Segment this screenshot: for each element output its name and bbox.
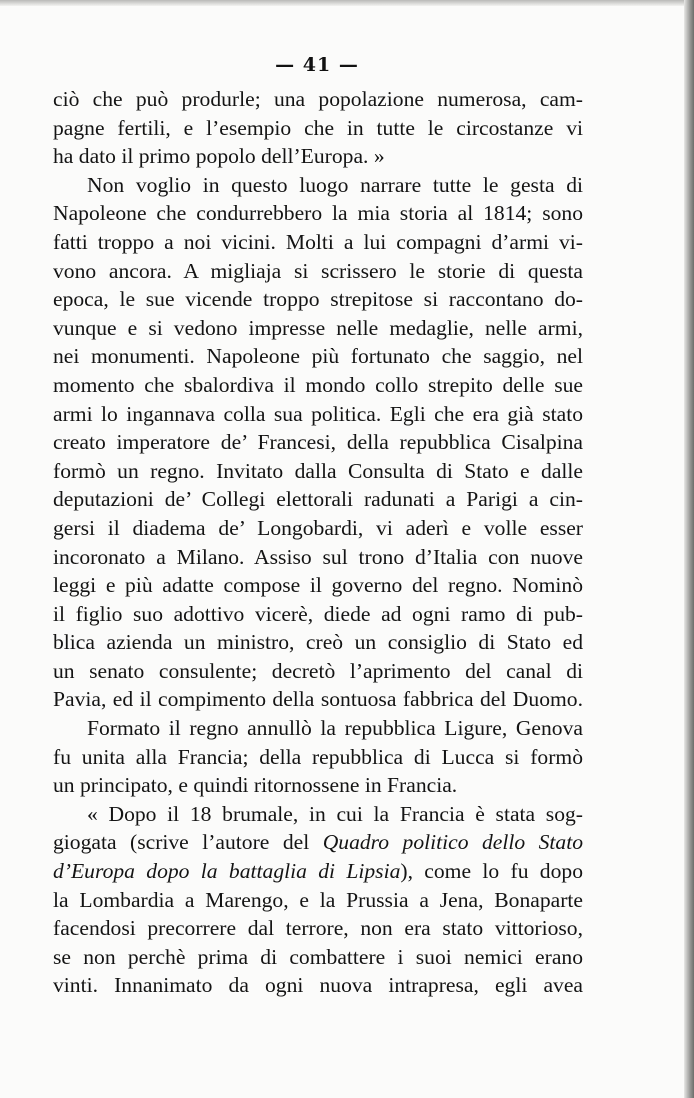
italic-title: d’Europa dopo la battaglia di Lipsia — [53, 859, 401, 884]
text-line-content: se non perchè prima di combattere i suoi nemici erano — [53, 944, 583, 969]
text-line-content: formò un regno. Invitato dalla Consulta di Stato e dalle — [53, 458, 583, 483]
text-line-content: giogata (scrive l’autore del — [53, 830, 323, 855]
text-line — [53, 514, 583, 543]
text-line-content: Pavia, ed il compimento della sontuosa fabbrica del Duomo. — [53, 687, 583, 712]
text-line-content: incoronato a Milano. Assiso sul trono d’Italia con nuove — [53, 544, 583, 569]
text-line — [53, 543, 583, 572]
text-line — [53, 714, 583, 743]
text-line-content: facendosi precorrere dal terrore, non era stato vittorioso, — [53, 916, 583, 941]
text-line-content: il figlio suo adottivo vicerè, diede ad ogni ramo di pub- — [53, 601, 583, 626]
text-line — [53, 886, 583, 915]
text-line — [53, 285, 583, 314]
text-line — [53, 228, 583, 257]
text-line — [53, 685, 583, 714]
text-line — [53, 142, 583, 171]
text-line — [53, 857, 583, 886]
text-line-content: Non voglio in questo luogo narrare tutte le gesta di — [87, 172, 583, 197]
text-line — [53, 314, 583, 343]
text-line-content: pagne fertili, e l’esempio che in tutte le circostanze vi — [53, 115, 583, 140]
text-line-content: « Dopo il 18 brumale, in cui la Francia è stata sog- — [87, 801, 583, 826]
text-line-content: Napoleone che condurrebbero la mia storia al 1814; sono — [53, 201, 583, 226]
text-line-content: momento che sbalordiva il mondo collo strepito delle sue — [53, 372, 583, 397]
text-line-content: blica azienda un ministro, creò un consiglio di Stato ed — [53, 630, 583, 655]
text-line-content: vunque e si vedono impresse nelle medaglie, nelle armi, — [53, 315, 583, 340]
italic-title: Quadro politico dello Stato — [322, 830, 583, 855]
text-line — [53, 342, 583, 371]
page-top-edge — [0, 0, 694, 6]
text-line — [53, 628, 583, 657]
text-line — [53, 485, 583, 514]
text-line-content: Formato il regno annullò la repubblica Ligure, Genova — [87, 716, 583, 741]
text-line — [53, 943, 583, 972]
text-line-content: armi lo ingannava colla sua politica. Egli che era già stato — [53, 401, 583, 426]
text-line-content: nei monumenti. Napoleone più fortunato che saggio, nel — [53, 344, 583, 369]
text-line — [53, 400, 583, 429]
text-line — [53, 914, 583, 943]
text-line — [53, 743, 583, 772]
text-line-content: vono ancora. A migliaja si scrissero le storie di questa — [53, 258, 583, 283]
page-right-edge — [684, 0, 694, 1098]
text-line — [53, 257, 583, 286]
text-line-content: fatti troppo a noi vicini. Molti a lui compagni d’armi vi- — [53, 229, 583, 254]
body-text — [53, 85, 583, 1000]
text-line-content: un principato, e quindi ritornossene in Francia. — [53, 773, 458, 798]
text-line-content: ciò che può produrle; una popolazione numerosa, cam- — [53, 87, 583, 111]
text-line-content: vinti. Innanimato da ogni nuova intrapresa, egli avea — [53, 973, 583, 998]
text-line — [53, 85, 583, 114]
text-line — [53, 114, 583, 143]
text-line — [53, 171, 583, 200]
text-line — [53, 828, 583, 857]
text-line-content: deputazioni de’ Collegi elettorali radunati a Parigi a cin- — [53, 487, 583, 512]
text-line — [53, 428, 583, 457]
text-line-content: la Lombardia a Marengo, e la Prussia a Jena, Bonaparte — [53, 887, 583, 912]
text-line — [53, 457, 583, 486]
text-line-content: fu unita alla Francia; della repubblica di Lucca si formò — [53, 744, 583, 769]
text-line-content: creato imperatore de’ Francesi, della repubblica Cisalpina — [53, 430, 583, 455]
text-line-content: un senato consulente; decretò l’aprimento del canal di — [53, 658, 583, 683]
page-number: — 41 — — [275, 54, 359, 76]
text-line — [53, 571, 583, 600]
text-line-content: leggi e più adatte compose il governo del regno. Nominò — [53, 573, 583, 598]
text-line — [53, 971, 583, 1000]
text-line-content: ha dato il primo popolo dell’Europa. » — [53, 144, 385, 169]
text-line — [53, 771, 583, 800]
text-line — [53, 371, 583, 400]
text-line — [53, 800, 583, 829]
text-line-content: gersi il diadema de’ Longobardi, vi aderì e volle esser — [53, 515, 583, 540]
text-line — [53, 199, 583, 228]
text-line — [53, 600, 583, 629]
text-line-continuation: ), come lo fu dopo — [400, 859, 583, 884]
text-line — [53, 657, 583, 686]
text-line-content: epoca, le sue vicende troppo strepitose si raccontano do- — [53, 287, 583, 312]
